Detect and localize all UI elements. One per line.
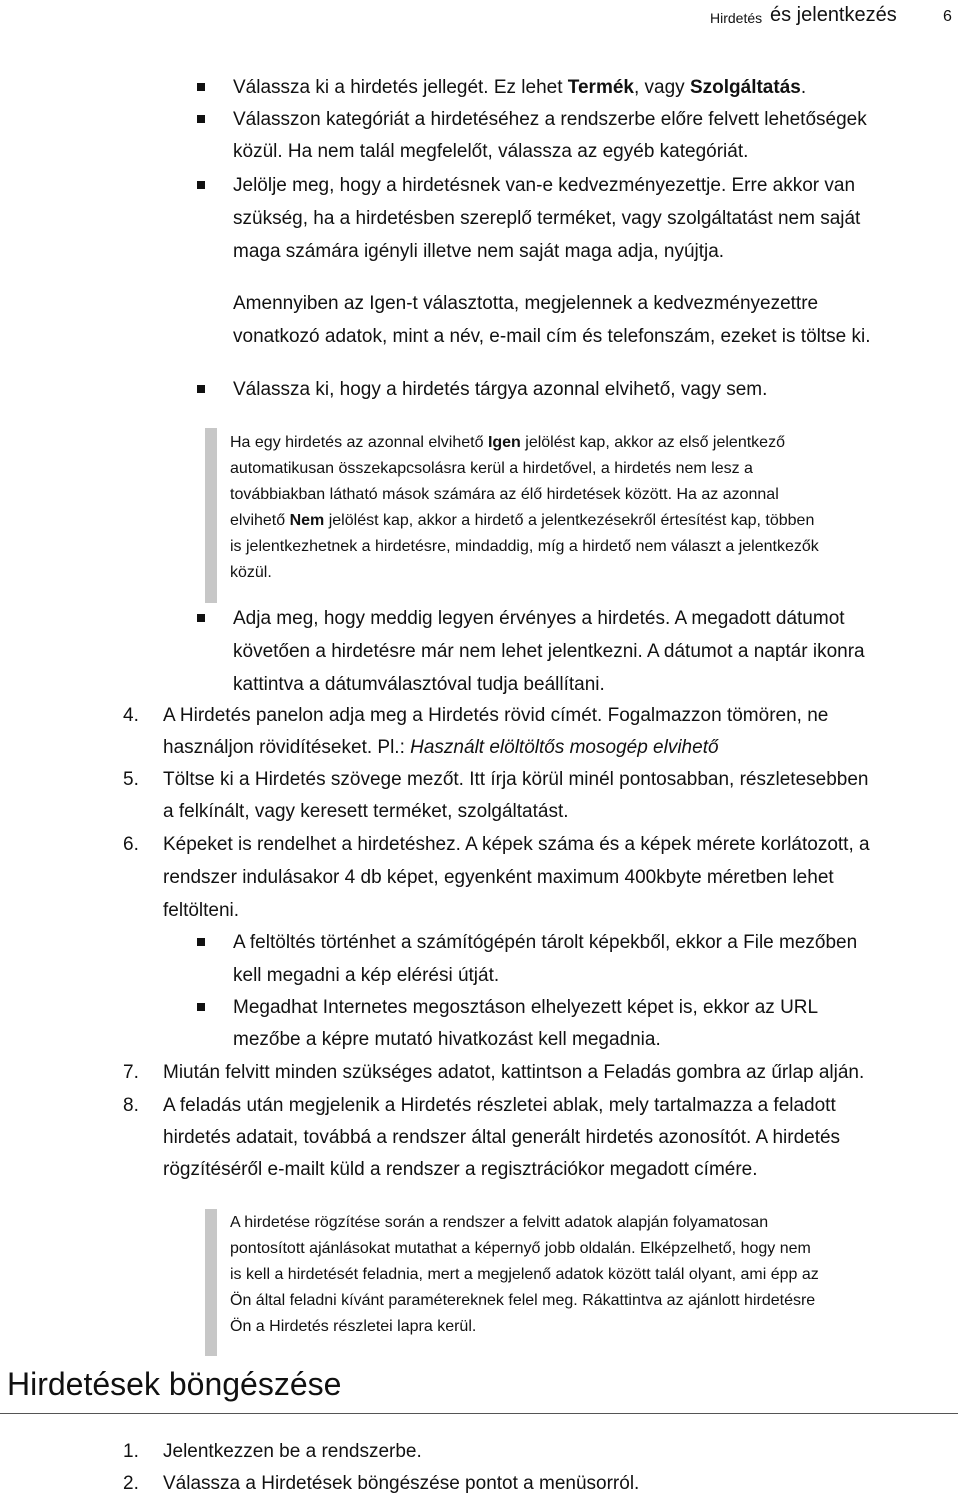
note1-line3: továbbiakban látható mások számára az élő hirdetések között. Ha az azonnal [230,486,779,503]
step4-line1: A Hirdetés panelon adja meg a Hirdetés rövid címét. Fogalmazzon tömören, ne [163,705,829,726]
bullet-beneficiary-line1: Jelölje meg, hogy a hirdetésnek van-e kedvezményezettje. Erre akkor van [233,175,856,196]
section-title: Hirdetések böngészése [7,1366,342,1402]
note-sidebar [205,1209,217,1356]
bullet-category-line1: Válasszon kategóriát a hirdetéséhez a rendszerbe előre felvett lehetőségek [233,109,867,130]
step8-line3: rögzítéséről e-mailt küld a rendszer a regisztrációkor megadott címére. [163,1159,758,1180]
step6-line1: Képeket is rendelhet a hirdetéshez. A képek száma és a képek mérete korlátozott, a [163,834,870,855]
note2-line1: A hirdetése rögzítése során a rendszer a felvitt adatok alapján folyamatosan [230,1214,769,1231]
section-item: Jelentkezzen be a rendszerbe. [163,1441,422,1462]
note2-line5: Ön a Hirdetés részletei lapra kerül. [230,1318,477,1335]
section-divider [0,1413,958,1414]
note-sidebar [205,428,217,603]
note1-line1: Ha egy hirdetés az azonnal elvihető Igen jelölést kap, akkor az első jelentkező [230,434,785,451]
bullet-validity-line3: kattintva a dátumválasztóval tudja beállítani. [233,674,605,695]
page-number: 6 [943,8,952,25]
step-number: 7. [123,1062,139,1083]
bullet-marker [197,115,205,123]
note1-line4: elvihető Nem jelölést kap, akkor a hirdető a jelentkezésekről értesítést kap, többen [230,512,815,529]
step8-line2: hirdetés adatait, továbbá a rendszer által generált hirdetés azonosítót. A hirdetés [163,1127,841,1148]
section-item-number: 2. [123,1473,139,1494]
step6-line3: feltölteni. [163,900,240,921]
page-header [0,4,960,26]
step6-bullet2-line1: Megadhat Internetes megosztáson elhelyezett képet is, ekkor az URL [233,997,819,1018]
beneficiary-para-line2: vonatkozó adatok, mint a név, e-mail cím és telefonszám, ezeket is töltse ki. [233,326,871,347]
note1-line6: közül. [230,564,272,581]
bullet-category-line2: közül. Ha nem talál megfelelőt, válassza az egyéb kategóriát. [233,141,749,162]
header-chapter-large: és jelentkezés [770,4,897,26]
step7-line1: Miután felvitt minden szükséges adatot, kattintson a Feladás gombra az űrlap alján. [163,1062,865,1083]
step-number: 4. [123,705,139,726]
bullet-type: Válassza ki a hirdetés jellegét. Ez lehet Termék, vagy Szolgáltatás. [233,77,807,98]
bullet-beneficiary-line2: szükség, ha a hirdetésben szereplő terméket, vagy szolgáltatást nem saját [233,208,861,229]
bullet-beneficiary-line3: maga számára igényli illetve nem saját maga adja, nyújtja. [233,241,725,262]
note2-line3: is kell a hirdetését feladnia, mert a megjelenő adatok között talál olyant, ami épp az [230,1266,819,1283]
step6-bullet2-line2: mezőbe a képre mutató hivatkozást kell megadnia. [233,1029,661,1050]
step-number: 6. [123,834,139,855]
step-number: 8. [123,1095,139,1116]
note1-line2: automatikusan összekapcsolásra kerül a hirdetővel, a hirdetés nem lesz a [230,460,753,477]
bullet-marker [197,181,205,189]
section-item-number: 1. [123,1441,139,1462]
bullet-validity-line2: követően a hirdetésre már nem lehet jelentkezni. A dátumot a naptár ikonra [233,641,865,662]
step-number: 5. [123,769,139,790]
beneficiary-para-line1: Amennyiben az Igen-t választotta, megjelennek a kedvezményezettre [233,293,819,314]
bullet-marker [197,614,205,622]
step6-bullet1-line2: kell megadni a kép elérési útját. [233,965,500,986]
step6-line2: rendszer indulásakor 4 db képet, egyenként maximum 400kbyte méretben lehet [163,867,834,888]
note2-line2: pontosított ajánlásokat mutathat a képernyő jobb oldalán. Elképzelhető, hogy nem [230,1240,811,1257]
header-chapter-small: Hirdetés [710,10,763,26]
bullet-marker [197,385,205,393]
bullet-validity-line1: Adja meg, hogy meddig legyen érvényes a hirdetés. A megadott dátumot [233,608,845,629]
bullet-pickup: Válassza ki, hogy a hirdetés tárgya azonnal elvihető, vagy sem. [233,379,768,400]
bullet-marker [197,938,205,946]
step5-line1: Töltse ki a Hirdetés szövege mezőt. Itt írja körül minél pontosabban, részletesebben [163,769,869,790]
section-item: Válassza a Hirdetések böngészése pontot a menüsorról. [163,1473,640,1494]
step4-line2: használjon rövidítéseket. Pl.: Használt elöltöltős mosogép elvihető [163,737,719,758]
note2-line4: Ön által feladni kívánt paramétereknek felel meg. Rákattintva az ajánlott hirdetésre [230,1292,816,1309]
step8-line1: A feladás után megjelenik a Hirdetés részletei ablak, mely tartalmazza a feladott [163,1095,836,1116]
step5-line2: a felkínált, vagy keresett terméket, szolgáltatást. [163,801,569,822]
bullet-marker [197,1003,205,1011]
step6-bullet1-line1: A feltöltés történhet a számítógépén tárolt képekből, ekkor a File mezőben [233,932,858,953]
note1-line5: is jelentkezhetnek a hirdetésre, mindaddig, míg a hirdető nem választ a jelentkezők [230,538,819,555]
bullet-marker [197,83,205,91]
